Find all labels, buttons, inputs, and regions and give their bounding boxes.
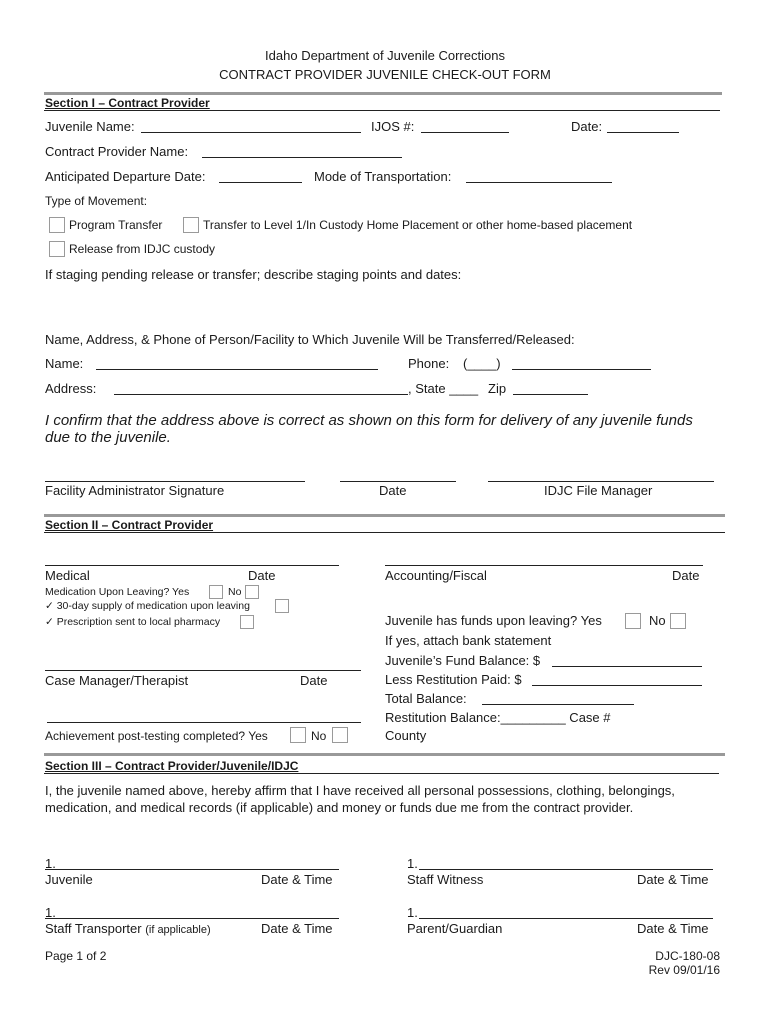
achievement-label: Achievement post-testing completed? Yes [45,729,268,743]
medication-upon-leaving-label: Medication Upon Leaving? Yes [45,586,190,598]
transporter-datetime-label: Date & Time [261,921,333,936]
juvenile-number: 1. [45,856,56,871]
ijos-field[interactable] [421,132,509,133]
total-balance-field[interactable] [482,704,634,705]
total-balance-label: Total Balance: [385,691,467,706]
confirm-statement [45,412,725,446]
program-transfer-checkbox[interactable] [49,217,65,233]
provider-name-field[interactable] [202,157,402,158]
juvenile-label: Juvenile [45,872,93,887]
restitution-paid-label: Less Restitution Paid: $ [385,672,522,687]
funds-question-label: Juvenile has funds upon leaving? Yes [385,613,602,628]
transport-mode-field[interactable] [466,182,612,183]
departure-date-field[interactable] [219,182,302,183]
affirm-line-2: medication, and medical records (if applicable) and money or funds due me from the contract provider. [45,800,634,815]
staging-label: If staging pending release or transfer; describe staging points and dates: [45,267,462,282]
program-transfer-label: Program Transfer [69,218,163,232]
confirm-line-1: I confirm that the address above is correct as shown on this form for delivery of any juvenile funds [45,412,693,429]
date-label: Date: [571,119,603,134]
section-divider [44,92,722,95]
guardian-signature-line[interactable] [419,918,713,919]
section-3-title: Section III – Contract Provider/Juvenile/IDJC [45,759,299,773]
prescription-checkbox[interactable] [240,615,254,629]
release-label: Release from IDJC custody [69,242,216,256]
admin-signature-label: Facility Administrator Signature [45,483,225,498]
zip-label: Zip [488,381,507,396]
zip-field[interactable] [513,394,588,395]
movement-type-label: Type of Movement: [45,194,148,208]
case-manager-signature-line[interactable] [45,670,361,671]
staff-transporter-label [45,921,211,936]
release-checkbox[interactable] [49,241,65,257]
medical-label: Medical [45,568,90,583]
transfer-level1-label: Transfer to Level 1/In Custody Home Placement or other home-based placement [203,218,633,232]
restitution-paid-field[interactable] [532,685,702,686]
funds-no-checkbox[interactable] [670,613,686,629]
medication-no-checkbox[interactable] [245,585,259,599]
form-number: DJC-180-08 [655,949,720,963]
admin-date-label: Date [379,483,407,498]
accounting-date-label: Date [672,568,700,583]
transfer-heading: Name, Address, & Phone of Person/Facility to Which Juvenile Will be Transferred/Released: [45,332,575,347]
supply-label: ✓ 30-day supply of medication upon leaving [45,600,250,612]
date-field[interactable] [607,132,679,133]
agency-title: Idaho Department of Juvenile Corrections [265,48,505,63]
achievement-signature-line[interactable] [47,722,361,723]
form-revision: Rev 09/01/16 [648,963,720,977]
transporter-signature-line[interactable] [45,918,339,919]
if-applicable-text: (if applicable) [145,924,211,936]
section-title-rule [44,110,720,111]
bank-statement-label: If yes, attach bank statement [385,633,552,648]
section-title-rule [44,773,719,774]
transporter-number: 1. [45,905,56,920]
restitution-balance-label: Restitution Balance:_________ Case # [385,710,611,725]
section-divider [44,753,725,756]
ijos-label: IJOS #: [371,119,415,134]
supply-checkbox[interactable] [275,599,289,613]
medical-date-label: Date [248,568,276,583]
achievement-no-label: No [311,729,327,743]
section-2-title: Section II – Contract Provider [45,518,214,532]
accounting-label: Accounting/Fiscal [385,568,487,583]
juvenile-name-label: Juvenile Name: [45,119,135,134]
county-label: County [385,728,427,743]
file-manager-label: IDJC File Manager [544,483,653,498]
witness-signature-line[interactable] [419,869,713,870]
guardian-datetime-label: Date & Time [637,921,709,936]
juvenile-name-field[interactable] [141,132,361,133]
departure-date-label: Anticipated Departure Date: [45,169,206,184]
case-manager-date-label: Date [300,673,328,688]
section-divider [44,514,725,517]
staff-witness-label: Staff Witness [407,872,484,887]
staff-transporter-text: Staff Transporter [45,921,142,936]
prescription-label: ✓ Prescription sent to local pharmacy [45,616,221,628]
medical-signature-line[interactable] [45,565,339,566]
transfer-level1-checkbox[interactable] [183,217,199,233]
phone-area-code[interactable]: (____) [463,356,501,371]
admin-signature-line[interactable] [45,481,305,482]
medication-yes-checkbox[interactable] [209,585,223,599]
name-label: Name: [45,356,84,371]
address-field[interactable] [114,394,408,395]
achievement-yes-checkbox[interactable] [290,727,306,743]
section-title-rule [44,532,725,533]
guardian-number: 1. [407,905,418,920]
medication-no-label: No [228,586,242,598]
state-label[interactable]: , State ____ [408,381,479,396]
fund-balance-field[interactable] [552,666,702,667]
transfer-name-field[interactable] [96,369,378,370]
case-manager-label: Case Manager/Therapist [45,673,189,688]
file-manager-line[interactable] [488,481,714,482]
page-number: Page 1 of 2 [45,949,107,963]
phone-field[interactable] [512,369,651,370]
witness-datetime-label: Date & Time [637,872,709,887]
form-title: CONTRACT PROVIDER JUVENILE CHECK-OUT FORM [219,67,551,82]
address-label: Address: [45,381,97,396]
phone-label: Phone: [408,356,450,371]
juvenile-signature-line[interactable] [45,869,339,870]
funds-no-label: No [649,613,666,628]
parent-guardian-label: Parent/Guardian [407,921,503,936]
affirm-line-1: I, the juvenile named above, hereby affirm that I have received all personal possessions, clothing, belongings, [45,783,675,798]
confirm-line-2: due to the juvenile. [45,429,171,446]
admin-date-line[interactable] [340,481,456,482]
funds-yes-checkbox[interactable] [625,613,641,629]
provider-name-label: Contract Provider Name: [45,144,189,159]
transport-mode-label: Mode of Transportation: [314,169,452,184]
juvenile-datetime-label: Date & Time [261,872,333,887]
accounting-signature-line[interactable] [385,565,703,566]
witness-number: 1. [407,856,418,871]
achievement-no-checkbox[interactable] [332,727,348,743]
fund-balance-label: Juvenile’s Fund Balance: $ [385,653,541,668]
section-1-title: Section I – Contract Provider [45,96,210,110]
